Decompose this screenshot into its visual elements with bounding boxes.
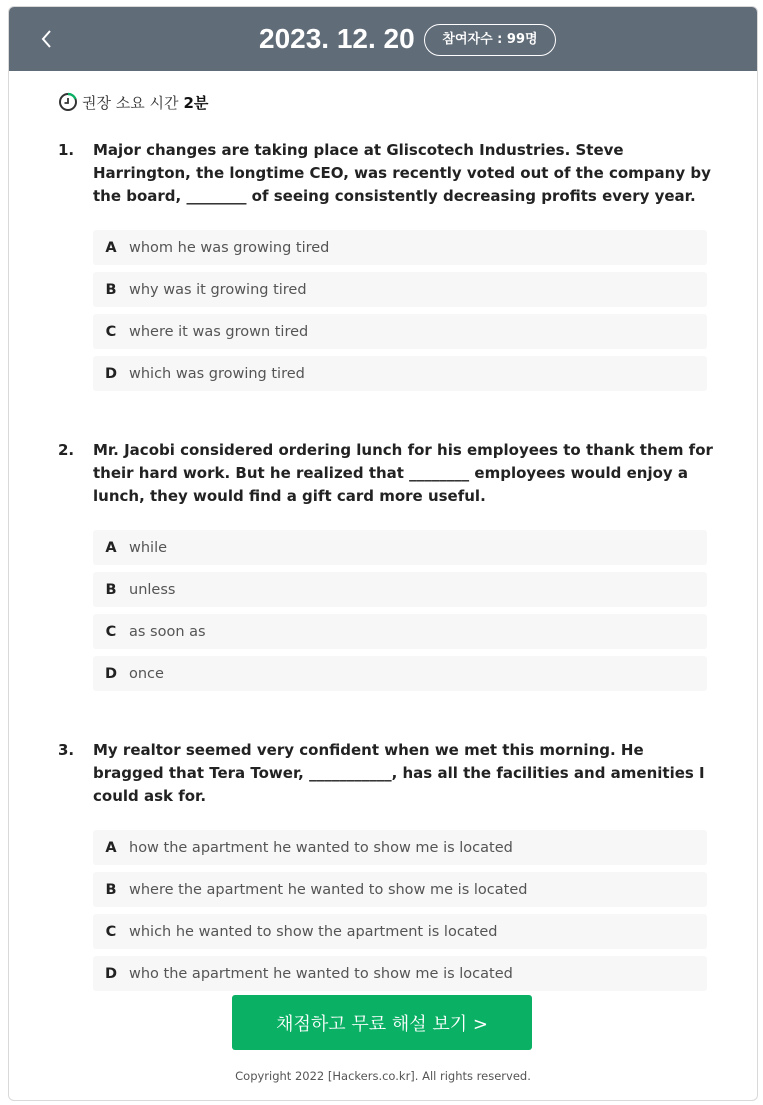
- question-number: 1.: [58, 141, 75, 159]
- option-letter: A: [105, 839, 117, 856]
- question-2: [58, 439, 718, 698]
- option-text: which was growing tired: [129, 365, 305, 382]
- option-text: why was it growing tired: [129, 281, 307, 298]
- header-bar: [9, 7, 757, 71]
- question-text: [58, 739, 718, 808]
- option-list: [58, 530, 718, 691]
- option-text: which he wanted to show the apartment is located: [129, 923, 498, 940]
- option-d[interactable]: [93, 356, 707, 391]
- option-letter: B: [105, 581, 117, 598]
- option-letter: D: [104, 365, 118, 382]
- option-d[interactable]: [93, 956, 707, 991]
- question-body: Mr. Jacobi considered ordering lunch for his employees to thank them for their hard work. But he realized that ________ employees would enjoy a lunch, they would find a gift card more useful.: [93, 441, 713, 505]
- timer-icon: [58, 92, 78, 112]
- back-button[interactable]: [35, 27, 59, 51]
- option-text: whom he was growing tired: [129, 239, 330, 256]
- option-b[interactable]: [93, 272, 707, 307]
- recommended-time-value: 2분: [183, 93, 209, 112]
- option-text: how the apartment he wanted to show me is located: [129, 839, 513, 856]
- question-number: 3.: [58, 741, 75, 759]
- option-letter: C: [105, 323, 117, 340]
- option-a[interactable]: [93, 830, 707, 865]
- option-list: [58, 230, 718, 391]
- option-letter: B: [105, 281, 117, 298]
- question-body: Major changes are taking place at Gliscotech Industries. Steve Harrington, the longtime CEO, was recently voted out of the company by the board, ________ of seeing consistently decreasing profits every year.: [93, 141, 711, 205]
- option-letter: C: [105, 923, 117, 940]
- option-c[interactable]: [93, 914, 707, 949]
- participants-badge: 참여자수 : 99명: [424, 24, 556, 56]
- recommended-time: [58, 92, 208, 112]
- option-letter: A: [105, 539, 117, 556]
- option-b[interactable]: [93, 572, 707, 607]
- option-letter: B: [105, 881, 117, 898]
- quiz-card: [8, 6, 758, 1101]
- option-d[interactable]: [93, 656, 707, 691]
- option-a[interactable]: [93, 530, 707, 565]
- option-letter: D: [104, 965, 118, 982]
- question-1: [58, 139, 718, 398]
- quiz-date: 2023. 12. 20: [259, 23, 415, 54]
- option-letter: A: [105, 239, 117, 256]
- option-text: who the apartment he wanted to show me is located: [129, 965, 513, 982]
- option-letter: D: [104, 665, 118, 682]
- option-letter: C: [105, 623, 117, 640]
- option-text: where it was grown tired: [129, 323, 309, 340]
- question-3: [58, 739, 718, 998]
- option-text: once: [129, 665, 164, 682]
- option-text: while: [129, 539, 168, 556]
- option-c[interactable]: [93, 614, 707, 649]
- copyright-text: Copyright 2022 [Hackers.co.kr]. All rights reserved.: [235, 1069, 531, 1083]
- question-body: My realtor seemed very confident when we met this morning. He bragged that Tera Tower, ___________, has all the facilities and amenities I could ask for.: [93, 741, 705, 805]
- recommended-time-label: 권장 소요 시간: [82, 93, 179, 112]
- question-text: [58, 139, 718, 208]
- option-list: [58, 830, 718, 991]
- option-c[interactable]: [93, 314, 707, 349]
- option-b[interactable]: [93, 872, 707, 907]
- question-number: 2.: [58, 441, 75, 459]
- submit-grade-button[interactable]: 채점하고 무료 해설 보기 >: [232, 995, 532, 1050]
- question-text: [58, 439, 718, 508]
- option-a[interactable]: [93, 230, 707, 265]
- option-text: where the apartment he wanted to show me is located: [129, 881, 528, 898]
- option-text: as soon as: [129, 623, 206, 640]
- chevron-left-icon: [35, 27, 59, 51]
- option-text: unless: [129, 581, 176, 598]
